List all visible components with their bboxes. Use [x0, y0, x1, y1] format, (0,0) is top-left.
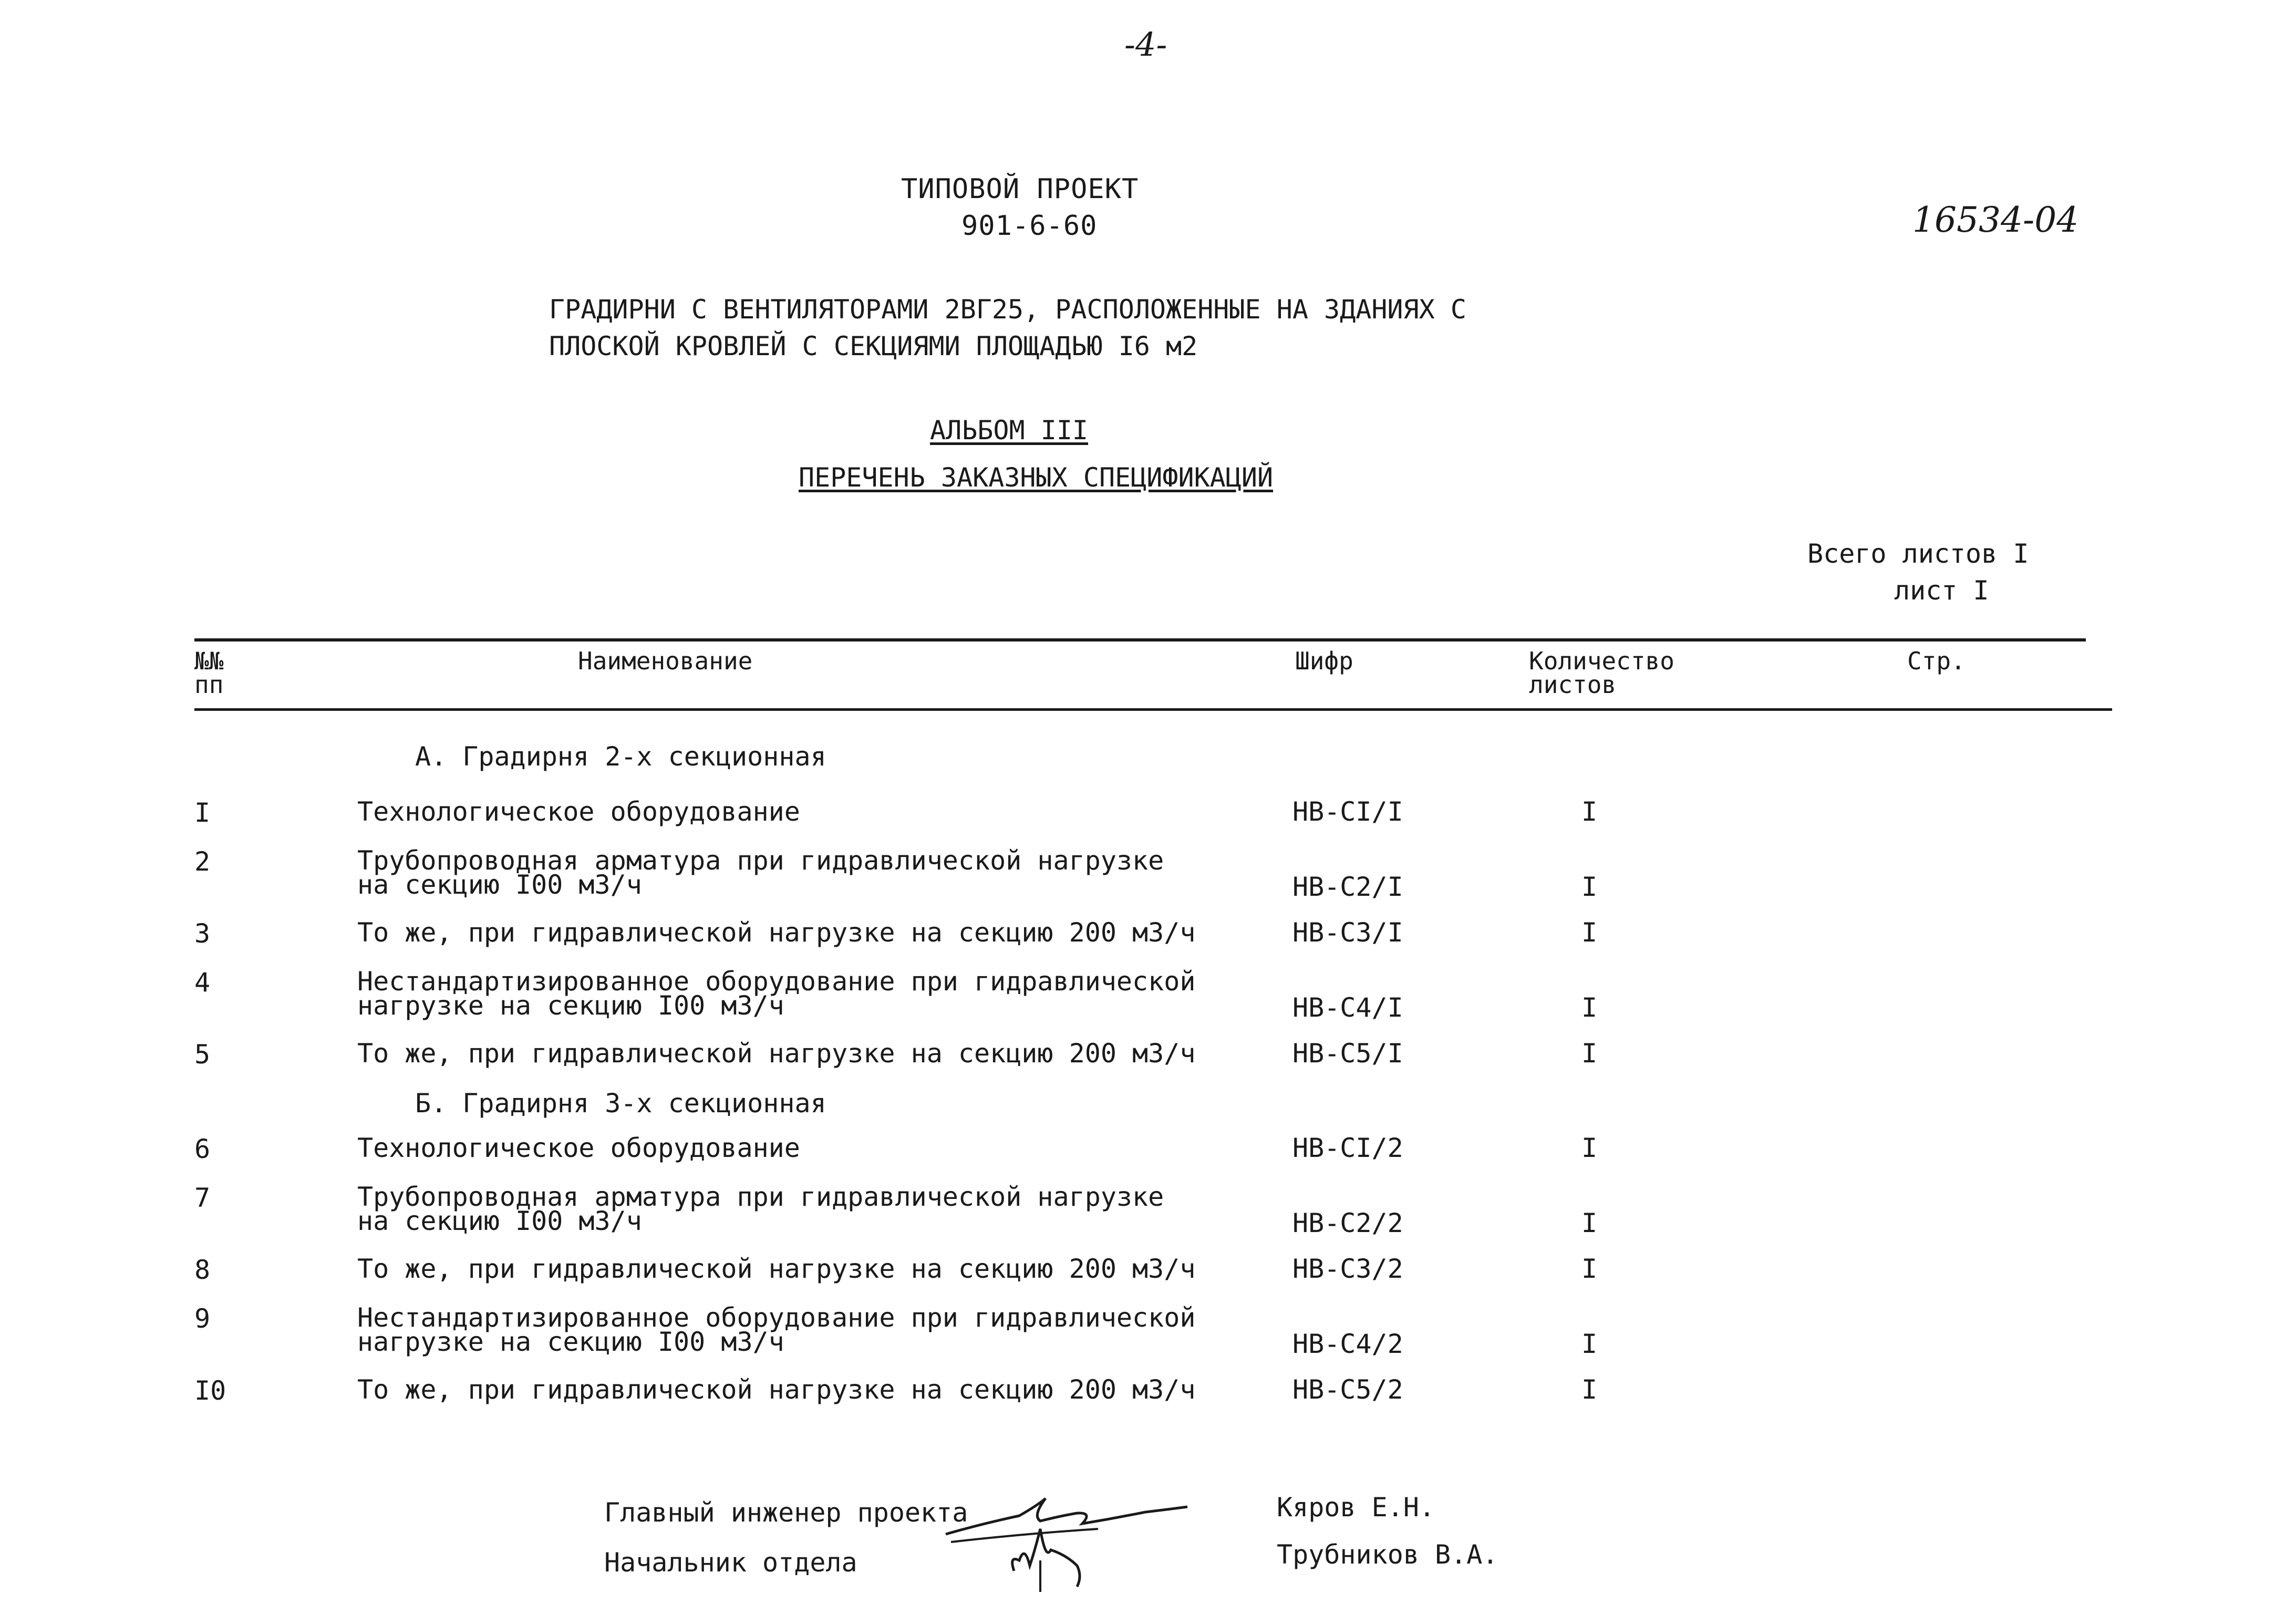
row-qty: I [1581, 917, 1598, 948]
table-header-rule [194, 708, 2112, 711]
row-name: нагрузке на секцию I00 м3/ч [357, 1327, 784, 1357]
row-name: Нестандартизированное оборудование при гидравлической [357, 966, 1196, 997]
row-num: 6 [194, 1134, 211, 1164]
header-page: Стр. [1907, 647, 1966, 675]
row-num: 4 [194, 967, 211, 998]
table-top-rule [194, 638, 2086, 642]
row-num: 8 [194, 1255, 211, 1285]
row-num: 3 [194, 918, 211, 949]
row-name: То же, при гидравлической нагрузке на секцию 200 м3/ч [357, 1254, 1196, 1284]
section-a-heading: А. Градирня 2-х секционная [415, 741, 826, 772]
row-code: НВ-СI/I [1292, 796, 1403, 827]
row-qty: I [1581, 872, 1598, 902]
row-name: Трубопроводная арматура при гидравлической нагрузке [357, 845, 1164, 876]
album-label: АЛЬБОМ III [930, 415, 1089, 446]
row-qty: I [1581, 796, 1598, 827]
chief-engineer-label: Главный инженер проекта [604, 1497, 968, 1528]
section-b-heading: Б. Градирня 3-х секционная [415, 1088, 826, 1119]
page-number: -4- [1124, 25, 1167, 64]
row-qty: I [1581, 1329, 1598, 1359]
row-name: То же, при гидравлической нагрузке на секцию 200 м3/ч [357, 1374, 1196, 1405]
row-name: То же, при гидравлической нагрузке на секцию 200 м3/ч [357, 917, 1196, 948]
row-code: НВ-С3/I [1292, 917, 1403, 948]
row-name: на секцию I00 м3/ч [357, 1206, 642, 1236]
row-code: НВ-С5/I [1292, 1038, 1403, 1069]
header-name: Наименование [578, 647, 753, 675]
sheet-number: лист I [1894, 575, 1989, 606]
chief-engineer-name: Кяров Е.Н. [1277, 1492, 1435, 1523]
department-head-name: Трубников В.А. [1277, 1539, 1498, 1570]
row-num: 5 [194, 1039, 211, 1070]
row-name: нагрузке на секцию I00 м3/ч [357, 990, 784, 1021]
row-num: I [194, 798, 211, 828]
row-qty: I [1581, 1133, 1598, 1163]
row-qty: I [1581, 1254, 1598, 1284]
row-code: НВ-С5/2 [1292, 1374, 1403, 1405]
row-name: Технологическое оборудование [357, 796, 800, 827]
row-code: НВ-С4/2 [1292, 1329, 1403, 1359]
row-code: НВ-С4/I [1292, 992, 1403, 1023]
header-qty-2: листов [1529, 670, 1617, 699]
list-title: ПЕРЕЧЕНЬ ЗАКАЗНЫХ СПЕЦИФИКАЦИЙ [799, 462, 1274, 493]
header-num-2: пп [194, 670, 224, 699]
title-line-1: ТИПОВОЙ ПРОЕКТ [901, 173, 1139, 205]
row-num: 2 [194, 846, 211, 877]
row-code: НВ-С2/I [1292, 872, 1403, 902]
row-name: Нестандартизированное оборудование при гидравлической [357, 1302, 1196, 1333]
row-name: на секцию I00 м3/ч [357, 870, 642, 900]
header-qty-1: Количество [1529, 647, 1674, 675]
subject-line-2: ПЛОСКОЙ КРОВЛЕЙ С СЕКЦИЯМИ ПЛОЩАДЬЮ I6 м2 [549, 331, 1198, 361]
subject-line-1: ГРАДИРНИ С ВЕНТИЛЯТОРАМИ 2ВГ25, РАСПОЛОЖЕННЫЕ НА ЗДАНИЯХ С [549, 294, 1466, 325]
row-num: I0 [194, 1375, 226, 1406]
row-code: НВ-СI/2 [1292, 1133, 1403, 1163]
row-name: Технологическое оборудование [357, 1133, 800, 1163]
row-name: Трубопроводная арматура при гидравлической нагрузке [357, 1182, 1164, 1212]
document-code: 16534-04 [1912, 200, 2079, 240]
project-number: 901-6-60 [961, 210, 1098, 242]
signature-graphic [940, 1487, 1193, 1592]
row-code: НВ-С3/2 [1292, 1254, 1403, 1284]
row-code: НВ-С2/2 [1292, 1208, 1403, 1238]
header-num-1: №№ [194, 647, 224, 675]
row-qty: I [1581, 1208, 1598, 1238]
row-qty: I [1581, 1374, 1598, 1405]
row-qty: I [1581, 992, 1598, 1023]
row-num: 7 [194, 1183, 211, 1213]
header-code: Шифр [1295, 647, 1353, 675]
row-num: 9 [194, 1303, 211, 1334]
department-head-label: Начальник отдела [604, 1547, 857, 1578]
row-qty: I [1581, 1038, 1598, 1069]
row-name: То же, при гидравлической нагрузке на секцию 200 м3/ч [357, 1038, 1196, 1069]
total-sheets: Всего листов I [1807, 539, 2029, 569]
